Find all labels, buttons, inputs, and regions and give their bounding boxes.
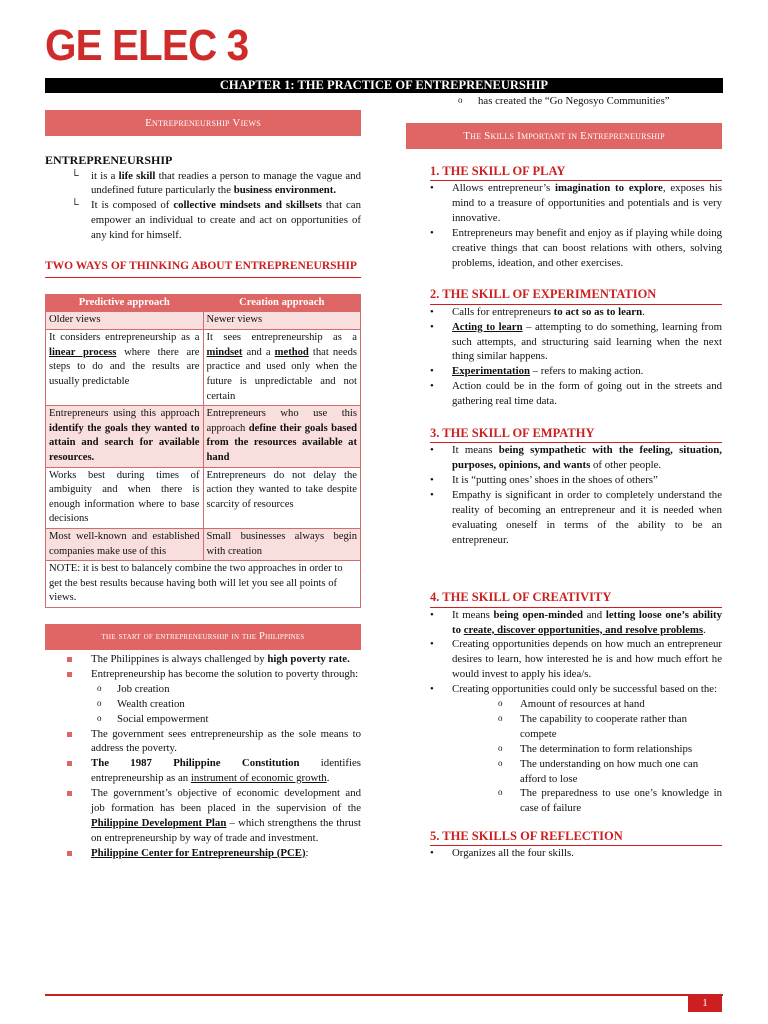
left-column: [45, 110, 361, 861]
dot-bullet-icon: •: [430, 444, 434, 457]
sub-item: o The preparedness to use one’s knowledge in case of failure: [498, 787, 722, 815]
circle-bullet-icon: o: [97, 682, 102, 693]
list-item: • Allows entrepreneur’s imagination to explore, exposes his mind to a treasure of opportunities and potentials and is very innovative.: [430, 182, 722, 224]
dot-bullet-icon: •: [430, 474, 434, 486]
list-item: The 1987 Philippine Constitution identifies entrepreneurship as an instrument of economic growth.: [45, 756, 361, 786]
section-banner-views: Entrepreneurship Views: [45, 110, 361, 136]
sub-item: o Wealth creation: [97, 697, 185, 710]
table-row: Older views Newer views: [46, 312, 361, 330]
circle-bullet-icon: o: [458, 95, 463, 105]
list-item: The government sees entrepreneurship as the sole means to address the poverty.: [45, 727, 361, 757]
circle-bullet-icon: o: [97, 697, 102, 708]
square-bullet-icon: [67, 761, 72, 766]
approach-table: [45, 294, 361, 608]
circle-bullet-icon: o: [498, 787, 503, 798]
circle-bullet-icon: o: [498, 712, 503, 723]
dot-bullet-icon: •: [430, 365, 434, 378]
list-item: • Experimentation – refers to making action.: [430, 365, 644, 378]
skill-heading-creativity: 4. THE SKILL OF CREATIVITY: [430, 589, 722, 607]
corner-bullet-icon: └: [71, 199, 79, 212]
skill-heading-reflection: 5. THE SKILLS OF REFLECTION: [430, 828, 722, 846]
sub-item: o The determination to form relationships: [498, 742, 693, 755]
dot-bullet-icon: •: [430, 380, 434, 393]
definition-2: └ It is composed of collective mindsets and skillsets that can empower an individual to create and act on opportunities of any kind for himself.: [71, 199, 361, 242]
list-item: The government’s objective of economic development and job formation has been placed in the supervision of the Philippine Development Plan – which strengthens the thrust on entrepreneurship by way of trade and investment.: [45, 786, 361, 846]
skill-heading-play: 1. THE SKILL OF PLAY: [430, 163, 722, 181]
square-bullet-icon: [67, 791, 72, 796]
circle-bullet-icon: o: [97, 712, 102, 723]
page-number: 1: [688, 994, 722, 1012]
list-item: • Action could be in the form of going out in the streets and gathering real time data.: [430, 380, 722, 408]
circle-bullet-icon: o: [498, 757, 503, 768]
document-title: GE ELEC 3: [45, 21, 249, 70]
table-header-predictive: Predictive approach: [46, 294, 204, 312]
list-item: Philippine Center for Entrepreneurship (PCE):: [45, 846, 361, 861]
dot-bullet-icon: •: [430, 683, 434, 696]
table-note-row: NOTE: it is best to balancely combine the two approaches in order to get the best results because having both will let you see all points of views.: [46, 561, 361, 608]
dot-bullet-icon: •: [430, 638, 434, 651]
list-item: • Entrepreneurs may benefit and enjoy as if playing while doing creative things that can boost relations with others, solving problems, ideation, and other exercises.: [430, 226, 722, 269]
dot-bullet-icon: •: [430, 226, 434, 239]
table-row: Works best during times of ambiguity and when there is enough information where to base decisions Entrepreneurs do not delay the action they wanted to take despite scarcity of resources: [46, 467, 361, 528]
sub-item: o Job creation: [97, 682, 170, 695]
definition-1: └ it is a life skill that readies a person to manage the vague and undefined future particularly the business environment.: [71, 169, 361, 197]
section-banner-philippines: the start of entrepreneurship in the Philippines: [45, 624, 361, 650]
table-row: It considers entrepreneurship as a linear process where there are steps to do and the results are usually predictable It sees entrepreneurship as a mindset and a method that needs practice and used only when the future is unpredictable and not certain: [46, 330, 361, 406]
list-item: • It means being sympathetic with the feeling, situation, purposes, opinions, and wants of other people.: [430, 444, 722, 472]
sub-item: o Social empowerment: [97, 712, 209, 725]
two-ways-heading: TWO WAYS OF THINKING ABOUT ENTREPRENEURSHIP: [45, 259, 361, 278]
sub-item: o The capability to cooperate rather than compete: [498, 712, 687, 740]
philippines-list: [45, 652, 361, 860]
list-item: Entrepreneurship has become the solution to poverty through:: [45, 667, 361, 682]
circle-bullet-icon: o: [498, 698, 503, 709]
list-item: • Empathy is significant in order to completely understand the reality of becoming an entrepreneur and it is needed when evaluating oneself in terms of the ability to be an entrepreneur.: [430, 488, 722, 546]
square-bullet-icon: [67, 657, 72, 662]
circle-bullet-icon: o: [498, 742, 503, 753]
list-item: • Creating opportunities could only be successful based on the:: [430, 683, 718, 696]
square-bullet-icon: [67, 851, 72, 856]
table-row: Entrepreneurs using this approach identify the goals they wanted to attain and search for available resources. Entrepreneurs who use this approach define their goals based from the resources available at hand: [46, 406, 361, 467]
table-row: Most well-known and established companies make use of this Small businesses always begin with creation: [46, 529, 361, 561]
list-item: • Creating opportunities depends on how much an entrepreneur desires to learn, how interested he is and how much effort he would invest to apply his idea/s.: [430, 638, 722, 681]
sub-item: o The understanding on how much one can afford to lose: [498, 757, 699, 785]
dot-bullet-icon: •: [430, 182, 434, 195]
sub-item: o has created the “Go Negosyo Communities”: [458, 95, 670, 107]
entrepreneurship-heading: ENTREPRENEURSHIP: [45, 153, 173, 167]
dot-bullet-icon: •: [430, 320, 434, 333]
skill-heading-empathy: 3. THE SKILL OF EMPATHY: [430, 425, 722, 443]
list-item: • Calls for entrepreneurs to act so as to learn.: [430, 305, 645, 318]
footer-rule: [45, 994, 723, 996]
list-item: • Organizes all the four skills.: [430, 847, 574, 860]
dot-bullet-icon: •: [430, 305, 434, 318]
sub-item: o Amount of resources at hand: [498, 698, 645, 711]
skill-heading-experimentation: 2. THE SKILL OF EXPERIMENTATION: [430, 286, 722, 304]
list-item: • It is “putting ones’ shoes in the shoes of others”: [430, 474, 658, 486]
list-item: • It means being open-minded and letting loose one’s ability to create, discover opportunities, and resolve problems.: [430, 608, 722, 636]
square-bullet-icon: [67, 672, 72, 677]
right-column: [406, 94, 722, 861]
dot-bullet-icon: •: [430, 488, 434, 501]
dot-bullet-icon: •: [430, 608, 434, 621]
list-item: • Acting to learn – attempting to do something, learning from such attempts, and structuring said learning when the next thing similar happens.: [430, 320, 722, 363]
table-header-creation: Creation approach: [203, 294, 361, 312]
chapter-title-bar: CHAPTER 1: THE PRACTICE OF ENTREPRENEURSHIP: [45, 78, 723, 93]
section-banner-skills: The Skills Important in Entrepreneurship: [406, 123, 722, 149]
dot-bullet-icon: •: [430, 847, 434, 860]
list-item: The Philippines is always challenged by high poverty rate.: [45, 652, 361, 667]
square-bullet-icon: [67, 732, 72, 737]
corner-bullet-icon: └: [71, 169, 79, 182]
